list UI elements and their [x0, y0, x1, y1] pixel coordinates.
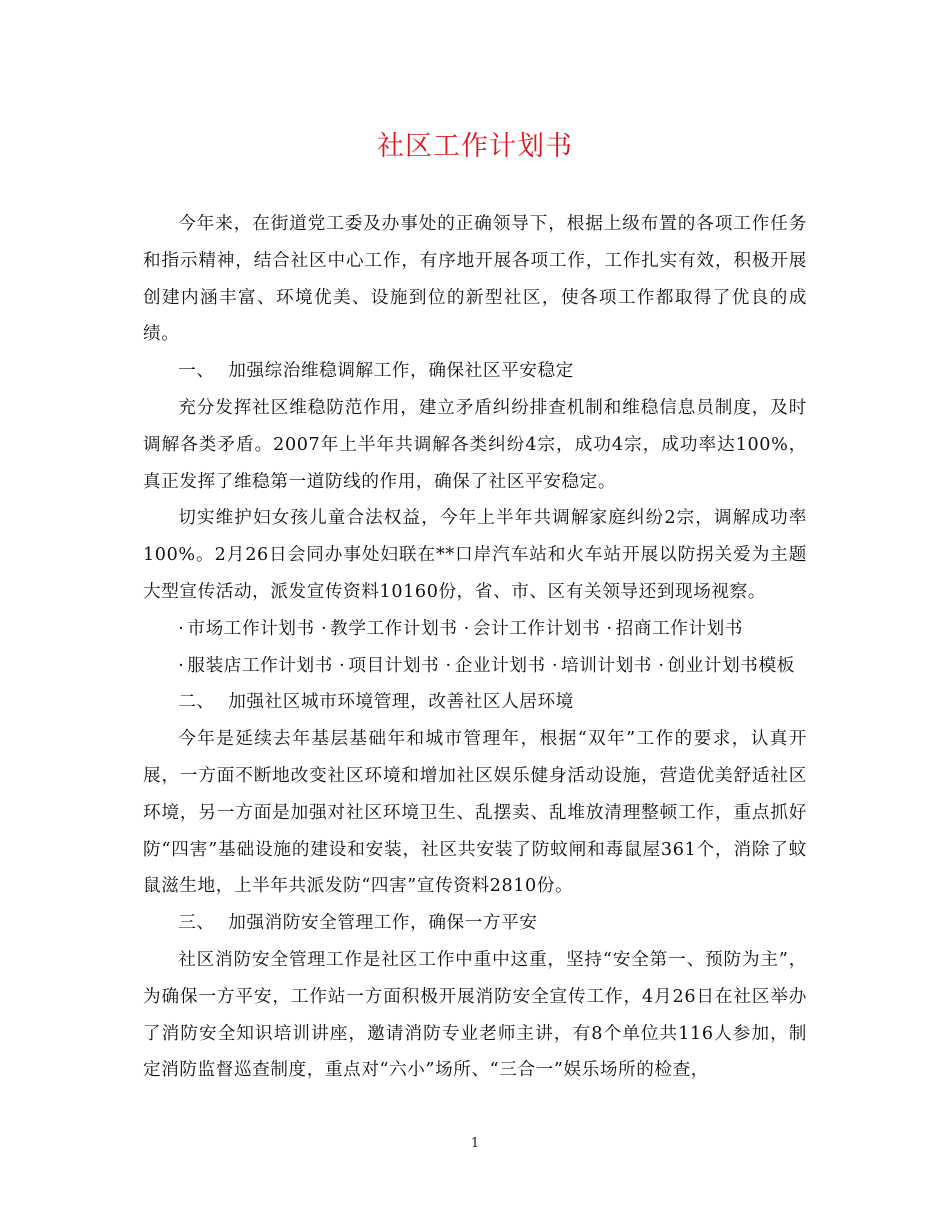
document-title: 社区工作计划书: [377, 131, 573, 162]
link-accounting-plan[interactable]: 会计工作计划书: [472, 618, 601, 639]
bullet-dot-icon: ·: [178, 618, 185, 639]
bullet-dot-icon: ·: [658, 655, 665, 676]
bullet-dot-icon: ·: [178, 655, 185, 676]
link-teaching-plan[interactable]: 教学工作计划书: [330, 618, 458, 639]
section-3-title: 加强消防安全管理工作，确保一方平安: [228, 913, 538, 934]
bullet-dot-icon: ·: [320, 618, 328, 639]
related-links-row-2: [143, 648, 807, 685]
bullet-dot-icon: ·: [606, 618, 613, 639]
section-1-paragraph-1: 充分发挥社区维稳防范作用，建立矛盾纠纷排查机制和维稳信息员制度，及时调解各类矛盾。2007年上半年共调解各类纠纷4宗，成功4宗，成功率达100%，真正发挥了维稳第一道防线的作用，确保了社区平安稳定。: [143, 397, 807, 492]
intro-paragraph: 今年来，在街道党工委及办事处的正确领导下，根据上级布置的各项工作任务和指示精神，结合社区中心工作，有序地开展各项工作，工作扎实有效，积极开展创建内涵丰富、环境优美、设施到位的新型社区，使各项工作都取得了优良的成绩。: [143, 214, 807, 345]
bullet-dot-icon: ·: [463, 618, 470, 639]
section-3-paragraph-1: 社区消防安全管理工作是社区工作中重中这重，坚持“安全第一、预防为主”，为确保一方平安，工作站一方面积极开展消防安全宣传工作，4月26日在社区举办了消防安全知识培训讲座，邀请消防专业老师主讲，有8个单位共116人参加，制定消防监督巡查制度，重点对“六小”场所、“三合一”娱乐场所的检查，: [143, 949, 807, 1081]
link-training-plan[interactable]: 培训计划书: [561, 655, 653, 676]
link-investment-plan[interactable]: 招商工作计划书: [615, 618, 744, 639]
section-1-number: 一、: [178, 361, 215, 382]
bullet-dot-icon: ·: [339, 655, 346, 676]
link-enterprise-plan[interactable]: 企业计划书: [454, 655, 546, 676]
section-2-paragraph-1: 今年是延续去年基层基础年和城市管理年，根据“双年”工作的要求，认真开展，一方面不断地改变社区环境和增加社区娱乐健身活动设施，营造优美舒适社区环境，另一方面是加强对社区环境卫生、乱摆卖、乱堆放清理整顿工作，重点抓好防“四害”基础设施的建设和安装，社区共安装了防蚊闸和毒鼠屋361个，消除了蚊鼠滋生地，上半年共派发防“四害”宣传资料2810份。: [143, 729, 807, 897]
document-body: [143, 206, 807, 1089]
section-1-heading: [143, 353, 807, 390]
section-2-number: 二、: [178, 692, 215, 713]
section-3-number: 三、: [178, 913, 215, 934]
section-1-paragraph-2: 切实维护妇女孩儿童合法权益，今年上半年共调解家庭纠纷2宗，调解成功率100%。2月26日会同办事处妇联在**口岸汽车站和火车站开展以防拐关爱为主题大型宣传活动，派发宣传资料10160份，省、市、区有关领导还到现场视察。: [143, 508, 807, 602]
section-2-title: 加强社区城市环境管理，改善社区人居环境: [228, 692, 574, 713]
section-2-heading: [143, 684, 807, 721]
bullet-dot-icon: ·: [445, 655, 452, 676]
link-market-plan[interactable]: 市场工作计划书: [187, 618, 315, 639]
link-startup-plan-template[interactable]: 创业计划书模板: [667, 655, 795, 676]
section-3-heading: [143, 905, 807, 942]
link-clothing-store-plan[interactable]: 服装店工作计划书: [187, 655, 333, 676]
bullet-dot-icon: ·: [551, 655, 559, 676]
link-project-plan[interactable]: 项目计划书: [348, 655, 440, 676]
section-1-title: 加强综治维稳调解工作，确保社区平安稳定: [228, 361, 574, 382]
page-number: 1: [470, 1136, 480, 1151]
related-links-row-1: [143, 611, 807, 648]
